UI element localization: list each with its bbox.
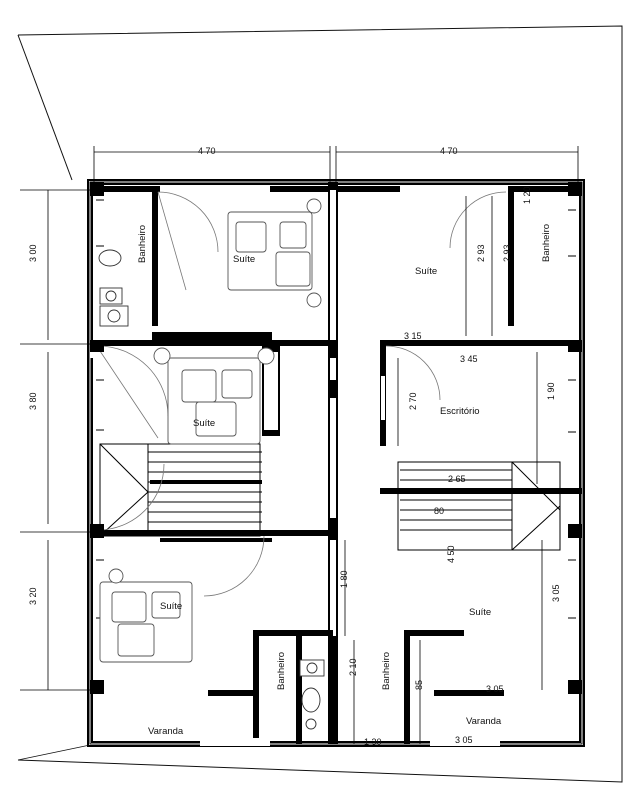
dimension-top-1: 4 70 <box>440 146 458 156</box>
room-label-banheiro-8: Banheiro <box>541 223 552 262</box>
dimension-interior-8: 80 <box>434 506 445 516</box>
dimension-top-0: 4 70 <box>198 146 216 156</box>
dimension-interior-16: 85 <box>414 679 424 690</box>
room-label-sute-3: Suíte <box>160 601 183 612</box>
room-label-sute-2: Suíte <box>193 418 216 429</box>
room-label-sute-10: Suíte <box>469 607 492 618</box>
dimension-interior-2: 2 93 <box>502 244 512 262</box>
dimension-interior-14: 1 80 <box>339 570 349 588</box>
room-label-banheiro-6: Banheiro <box>381 651 392 690</box>
room-label-varanda-11: Varanda <box>466 716 502 727</box>
dimension-interior-13: 2 10 <box>348 658 358 676</box>
dimension-left-2: 3 20 <box>28 587 38 605</box>
room-label-banheiro-5: Banheiro <box>276 651 287 690</box>
dimension-interior-4: 3 45 <box>460 354 478 364</box>
dimension-interior-6: 2 70 <box>408 392 418 410</box>
room-label-varanda-4: Varanda <box>148 726 184 737</box>
room-label-sute-1: Suíte <box>233 254 256 265</box>
dimension-interior-1: 2 93 <box>476 244 486 262</box>
room-label-sute-7: Suíte <box>415 266 438 277</box>
dimension-interior-11: 3 05 <box>486 684 504 694</box>
dimension-left-0: 3 00 <box>28 244 38 262</box>
dimension-interior-3: 3 15 <box>404 331 422 341</box>
dimension-left-1: 3 80 <box>28 392 38 410</box>
dimension-interior-12: 3 05 <box>455 735 473 745</box>
dimension-interior-7: 2 65 <box>448 474 466 484</box>
dimension-interior-0: 1 20 <box>522 186 532 204</box>
room-label-escritrio-9: Escritório <box>440 406 480 417</box>
room-label-banheiro-0: Banheiro <box>137 224 148 263</box>
dimension-interior-9: 4 50 <box>446 545 456 563</box>
dimension-interior-10: 3 05 <box>551 584 561 602</box>
dimension-interior-15: 1 30 <box>364 737 382 747</box>
dimension-interior-5: 1 90 <box>546 382 556 400</box>
